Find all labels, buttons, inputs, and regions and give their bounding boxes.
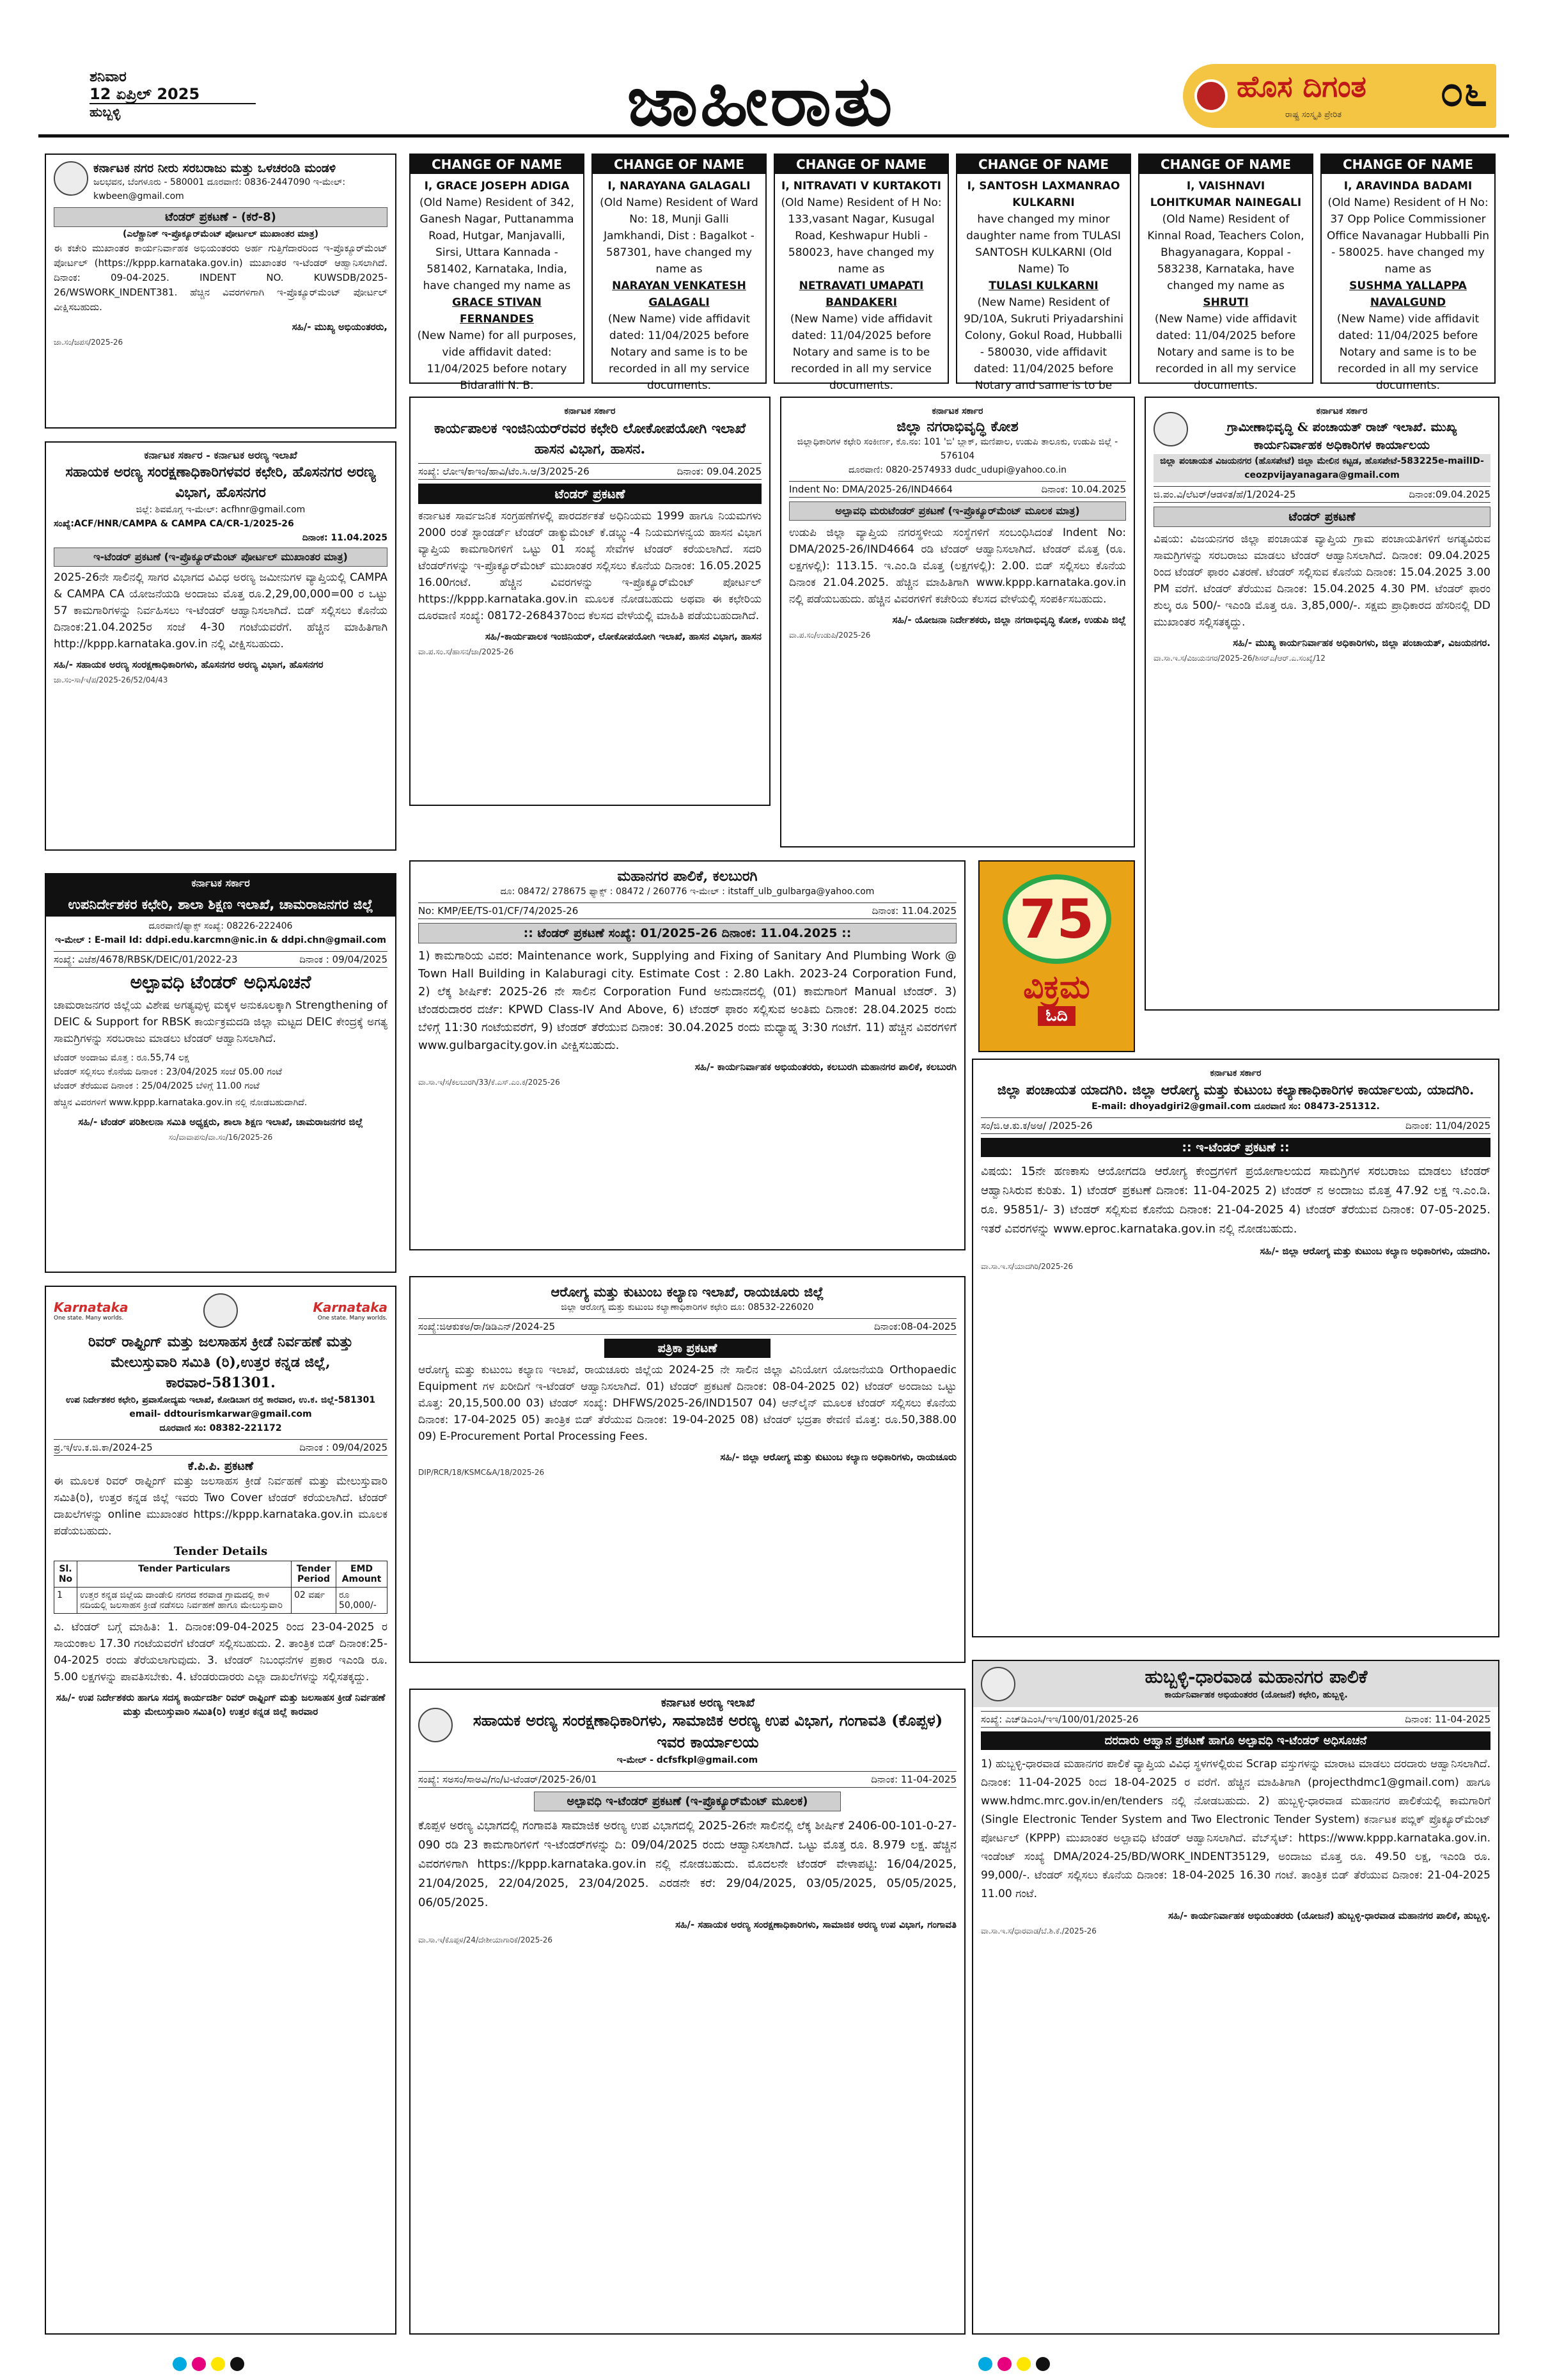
kalaburagi-org: ಮಹಾನಗರ ಪಾಲಿಕೆ, ಕಲಬುರಗಿ bbox=[617, 868, 758, 885]
kalaburagi-ref bbox=[418, 902, 957, 919]
forest-body: 2025-26ನೇ ಸಾಲಿನಲ್ಲಿ ಸಾಗರ ವಿಭಾಗದ ವಿವಿಧ ಅರಣ್ಯ ಜಮೀನುಗಳ ವ್ಯಾಪ್ತಿಯಲ್ಲಿ CAMPA & CAMPA CA ಯೋಜನೆಯಡಿ ಅಂದಾಜು ಮೊತ್ತ ರೂ.2,29,00,000=00 ರ ಒಟ್ಟು 57 ಕಾಮಗಾರಿಗಳನ್ನು ನಿರ್ವಹಿಸಲು ಇ-ಟೆಂಡರ್ ಆಹ್ವಾನಿಸಲಾಗಿದೆ. ಬಿಡ್ ಸಲ್ಲಿಸಲು ಕೊನೆಯ ದಿನಾಂಕ:21.04.2025ರ ಸಂಜೆ 4-30 ಗಂಟೆಯವರೆಗೆ. ಹೆಚ್ಚಿನ ಮಾಹಿತಿಗಾಗಿ http://kppp.karnataka.gov.in ನಲ್ಲಿ ವೀಕ್ಷಿಸಬಹುದು. bbox=[54, 571, 387, 650]
chamarajanagar-row-2: ಟೆಂಡರ್ ಸಲ್ಲಿಸಲು ಕೊನೆಯ ದಿನಾಂಕ : 23/04/2025 ಸಂಜೆ 05.00 ಗಂಟೆ bbox=[54, 1067, 282, 1077]
udupi-footer: ವಾ.ಪ.ಸಂ/ಉಡುಪಿ/2025-26 bbox=[789, 631, 871, 640]
chamarajanagar-email: ಇ-ಮೇಲ್ : E-mail Id: ddpi.edu.karcmn@nic.in & ddpi.chn@gmail.com bbox=[55, 935, 386, 945]
registration-mark-yellow bbox=[1017, 2357, 1031, 2371]
page-number: ೦೬ bbox=[1440, 67, 1487, 116]
hdmc-signature: ಸಹಿ/- ಕಾರ್ಯನಿರ್ವಾಹಕ ಅಭಿಯಂತರರು (ಯೋಜನೆ) ಹುಬ್ಬಳ್ಳಿ-ಧಾರವಾಡ ಮಹಾನಗರ ಪಾಲಿಕೆ, ಹುಬ್ಬಳ್ಳಿ. bbox=[1168, 1910, 1490, 1921]
pwd-org: ಕಾರ್ಯಪಾಲಕ ಇಂಜಿನಿಯರ್‌ರವರ ಕಛೇರಿ ಲೋಕೋಪಯೋಗಿ ಇಲಾಖೆ ಹಾಸನ ವಿಭಾಗ, ಹಾಸನ. bbox=[434, 420, 746, 457]
raichur-org: ಆರೋಗ್ಯ ಮತ್ತು ಕುಟುಂಬ ಕಲ್ಯಾಣ ಇಲಾಖೆ, ರಾಯಚೂರು ಜಿಲ್ಲೆ bbox=[551, 1284, 824, 1300]
new-name: GRACE STIVAN FERNANDES bbox=[452, 296, 542, 326]
forest-email: ಜಿಲ್ಲೆ: ಶಿವಮೊಗ್ಗ ಇ-ಮೇಲ್: acfhnr@gmail.com bbox=[136, 505, 306, 515]
hdmc-emblem-icon bbox=[981, 1667, 1015, 1701]
pwd-refno: ಸಂಖ್ಯೆ: ಲೋಇ/ಕಾಇಂ/ಹಾವಿ/ಟೆಂ.ಸಿ.ಆ/3/2025-26 bbox=[418, 466, 590, 477]
rdpr-org: ಗ್ರಾಮೀಣಾಭಿವೃದ್ಧಿ & ಪಂಚಾಯತ್ ರಾಜ್ ಇಲಾಖೆ. ಮುಖ್ಯ ಕಾರ್ಯನಿರ್ವಾಹಕ ಅಧಿಕಾರಿಗಳ ಕಾರ್ಯಾಲಯ bbox=[1226, 420, 1457, 452]
pwd-footer: ವಾ.ಪ.ಸಂ.ಸ/ಹಾಸನ/ಜಾ/2025-26 bbox=[418, 647, 514, 656]
paper-logo bbox=[1183, 64, 1496, 128]
chamarajanagar-web: ಹೆಚ್ಚಿನ ವಿವರಗಳಿಗೆ www.kppp.karnataka.gov.in ನಲ್ಲಿ ನೋಡಬಹುದಾಗಿದೆ. bbox=[54, 1098, 308, 1108]
koppal-footer: ವಾ.ಸಾ.ಇ/ಕೊಪ್ಪಳ/24/ದೇಶೀಯಾಗಾರಿಕೆ/2025-26 bbox=[418, 1935, 552, 1944]
change-of-name-2 bbox=[591, 154, 767, 392]
pwd-body: ಕರ್ನಾಟಕ ಸಾರ್ವಜನಿಕ ಸಂಗ್ರಹಣೆಗಳಲ್ಲಿ ಪಾರದರ್ಶಕತೆ ಅಧಿನಿಯಮ 1999 ಹಾಗೂ ನಿಯಮಗಳು 2000 ರಂತೆ ಸ್ಟಾಂಡರ್ಡ್ ಟೆಂಡರ್ ಡಾಕ್ಯುಮೆಂಟ್ ಕೆ.ಡಬ್ಲ್ಯು-4 ನಿಯಮಗಳನ್ವಯ ಹಾಸನ ವಿಭಾಗ ವ್ಯಾಪ್ತಿಯ ಕಾಮಗಾರಿಗಳಿಗೆ ಒಟ್ಟು 01 ಸಂಖ್ಯೆ ಸೇವೆಗಳ ಟೆಂಡರ್ ಕರೆಯಲಾಗಿದೆ. ಸದರಿ ಟೆಂಡರ್‌ಗಳನ್ನು ಇ-ಪ್ರೊಕ್ಯೂರ್‌ಮೆಂಟ್ ಮುಖಾಂತರ ಸಲ್ಲಿಸಲು ಕೊನೆಯ ದಿನಾಂಕ: 16.05.2025 16.00ಗಂಟೆ. ಹೆಚ್ಚಿನ ವಿವರಗಳನ್ನು ಇ-ಪ್ರೊಕ್ಯೂರ್‌ಮೆಂಟ್ ಪೋರ್ಟಲ್ https://kppp.karnataka.gov.in ಮೂಲಕ ನೋಡಬಹುದು ಅಥವಾ ಈ ಕಛೇರಿಯ ದೂರವಾಣಿ ಸಂಖ್ಯೆ: 08172-268437ರಿಂದ ಕೆಲಸದ ವೇಳೆಯಲ್ಲಿ ಮಾಹಿತಿ ಪಡೆಯಬಹುದಾಗಿದೆ. bbox=[418, 510, 762, 622]
yadgiri-date: ದಿನಾಂಕ: 11/04/2025 bbox=[1405, 1120, 1490, 1131]
karwar-notice-title: ಕೆ.ಪಿ.ಪಿ. ಪ್ರಕಟಣೆ bbox=[187, 1460, 254, 1473]
notice-body: (Old Name) Resident of 342, Ganesh Nagar, Puttanamma Road, Hutgar, Manjavalli, Sirsi, Uttara Kannada - 581402, Karnataka, India, have changed my name as bbox=[419, 196, 574, 292]
koppal-date: ದಿನಾಂಕ: 11-04-2025 bbox=[871, 1774, 957, 1785]
vikrama-sublabel: ಓದಿ bbox=[1038, 1006, 1075, 1026]
kuwsdb-body: ಈ ಕಚೇರಿ ಮುಖಾಂತರ ಕಾರ್ಯನಿರ್ವಾಹಕ ಅಭಿಯಂತರರು ಅರ್ಹ ಗುತ್ತಿಗೆದಾರರಿಂದ ಇ-ಪ್ರೊಕ್ಯೂರ್‌ಮೆಂಟ್ ಪೋರ್ಟಲ್ (https://kppp.karnataka.gov.in) ಮುಖಾಂತರ ಇ-ಟೆಂಡರ್ ಆಹ್ವಾನಿಸಲಾಗಿದೆ. ದಿನಾಂಕ: 09-04-2025. INDENT NO. KUWSDB/2025-26/WSWORK_INDENT381. ಹೆಚ್ಚಿನ ವಿವರಗಳಿಗಾಗಿ ಇ-ಪ್ರೊಕ್ಯೂರ್‌ಮೆಂಟ್ ಪೋರ್ಟಲ್ ವೀಕ್ಷಿಸಬಹುದು. bbox=[54, 242, 387, 313]
vikrama-75-emblem: 75 bbox=[1003, 874, 1111, 964]
change-of-name-title: CHANGE OF NAME bbox=[775, 155, 948, 174]
koppal-signature: ಸಹಿ/- ಸಹಾಯಕ ಅರಣ್ಯ ಸಂರಕ್ಷಣಾಧಿಕಾರಿಗಳು, ಸಾಮಾಜಿಕ ಅರಣ್ಯ ಉಪ ವಿಭಾಗ, ಗಂಗಾವತಿ bbox=[675, 1919, 957, 1930]
pwd-gov: ಕರ್ನಾಟಕ ಸರ್ಕಾರ bbox=[564, 406, 616, 416]
udupi-phone: ದೂರವಾಣಿ: 0820-2574933 dudc_udupi@yahoo.co.in bbox=[849, 465, 1067, 475]
ad-chamarajanagar bbox=[45, 873, 396, 1273]
kuwsdb-org: ಕರ್ನಾಟಕ ನಗರ ನೀರು ಸರಬರಾಜು ಮತ್ತು ಒಳಚರಂಡಿ ಮಂಡಳಿ bbox=[93, 161, 336, 175]
raichur-notice-title: ಪತ್ರಿಕಾ ಪ್ರಕಟಣೆ bbox=[604, 1339, 770, 1358]
yadgiri-signature: ಸಹಿ/- ಜಿಲ್ಲಾ ಆರೋಗ್ಯ ಮತ್ತು ಕುಟುಂಬ ಕಲ್ಯಾಣ ಅಧಿಕಾರಿಗಳು, ಯಾದಗಿರಿ. bbox=[1260, 1245, 1490, 1257]
chamarajanagar-title: ಅಲ್ಪಾವಧಿ ಟೆಂಡರ್ ಅಧಿಸೂಚನೆ bbox=[130, 972, 311, 993]
table-header: Tender Period bbox=[292, 1561, 336, 1588]
ad-kalaburagi-corporation bbox=[409, 860, 966, 1250]
new-name: SUSHMA YALLAPPA NAVALGUND bbox=[1349, 280, 1467, 309]
karnataka-tourism-logo-right: Karnataka One state. Many worlds. bbox=[313, 1300, 387, 1321]
chamarajanagar-ref bbox=[54, 951, 387, 968]
chamarajanagar-org: ಉಪನಿರ್ದೇಶಕರ ಕಛೇರಿ, ಶಾಲಾ ಶಿಕ್ಷಣ ಇಲಾಖೆ, ಚಾಮರಾಜನಗರ ಜಿಲ್ಲೆ bbox=[46, 892, 395, 917]
karnataka-tourism-logo-left: Karnataka One state. Many worlds. bbox=[54, 1300, 129, 1321]
table-row bbox=[54, 1588, 387, 1614]
forest-footer: ಜಾ.ಸಂ-ಸಾ/ಇ/ಪ/2025-26/52/04/43 bbox=[54, 675, 168, 684]
raichur-footer: DIP/RCR/18/KSMC&A/18/2025-26 bbox=[418, 1468, 545, 1477]
table-cell: ಉತ್ತರ ಕನ್ನಡ ಜಿಲ್ಲೆಯ ದಾಂಡೇಲಿ ನಗರದ ಕರವಾಡ ಗ್ರಾಮದಲ್ಲಿ ಕಾಳಿ ನದಿಯಲ್ಲಿ ಜಲಸಾಹಸ ಕ್ರೀಡೆ ನಡೆಸಲು ನಿರ್ವಹಣೆ ಹಾಗೂ ಮೇಲುಸ್ತುವಾರಿ bbox=[77, 1588, 292, 1614]
yadgiri-refno: ಸಂ/ಜಿ.ಆ.ಕು.ಕ/ಅಆ/ /2025-26 bbox=[981, 1120, 1093, 1131]
pwd-ref bbox=[418, 463, 762, 480]
yadgiri-notice-title: :: ಇ-ಟೆಂಡರ್ ಪ್ರಕಟಣೆ :: bbox=[981, 1138, 1490, 1157]
rdpr-signature: ಸಹಿ/- ಮುಖ್ಯ ಕಾರ್ಯನಿರ್ವಾಹಕ ಅಧಿಕಾರಿಗಳು, ಜಿಲ್ಲಾ ಪಂಚಾಯತ್, ವಿಜಯನಗರ. bbox=[1233, 637, 1490, 649]
hdmc-date: ದಿನಾಂಕ: 11-04-2025 bbox=[1405, 1714, 1490, 1725]
forest-refno: ಸಂಖ್ಯೆ:ACF/HNR/CAMPA & CAMPA CA/CR-1/2025-26 bbox=[54, 519, 294, 529]
hdmc-refno: ಸಂಖ್ಯೆ: ಎಚ್‌ಡಿಎಂಸಿ/ಇಇ/100/01/2025-26 bbox=[981, 1714, 1139, 1725]
udupi-address: ಜಿಲ್ಲಾಧಿಕಾರಿಗಳ ಕಛೇರಿ ಸಂಕೀರ್ಣ, ಕೊ.ನಂ: 101 'ಬಿ' ಬ್ಲಾಕ್, ಮಣಿಪಾಲ, ಉಡುಪಿ ತಾಲೂಕು, ಉಡುಪಿ ಜಿಲ್ಲೆ - 576104 bbox=[797, 437, 1118, 461]
date: 12 ಏಪ್ರಿಲ್ 2025 bbox=[90, 85, 256, 104]
udupi-body: ಉಡುಪಿ ಜಿಲ್ಲಾ ವ್ಯಾಪ್ತಿಯ ನಗರಸ್ಥಳೀಯ ಸಂಸ್ಥೆಗಳಿಗೆ ಸಂಬಂಧಿಸಿದಂತೆ Indent No: DMA/2025-26/IND4664 ರಡಿ ಟೆಂಡರ್ ಆಹ್ವಾನಿಸಲಾಗಿದೆ. ಟೆಂಡರ್ ಮೊತ್ತ (ರೂ. ಲಕ್ಷಗಳಲ್ಲಿ): 113.15. ಇ.ಎಂ.ಡಿ ಮೊತ್ತ (ಲಕ್ಷಗಳಲ್ಲಿ): 2.00. ಬಿಡ್ ಸಲ್ಲಿಸಲು ಕೊನೆಯ ದಿನಾಂಕ 21.04.2025. ಹೆಚ್ಚಿನ ಮಾಹಿತಿಗಾಗಿ www.kppp.karnataka.gov.in ನಲ್ಲಿ ಪಡೆಯಬಹುದು. ಹೆಚ್ಚಿನ ವಿವರಗಳಿಗೆ ಕಚೇರಿಯ ಕೆಲಸದ ವೇಳೆಯಲ್ಲಿ ಸಂಪರ್ಕಿಸಬಹುದು. bbox=[789, 526, 1126, 606]
ad-rdpr-vijayanagara bbox=[1145, 397, 1499, 1011]
kuwsdb-footer: ಜಾ.ಸಂ/ಜಪಸ/2025-26 bbox=[54, 338, 123, 347]
old-name: I, NITRAVATI V KURTAKOTI bbox=[781, 180, 941, 193]
registration-mark-yellow bbox=[211, 2357, 225, 2371]
chamarajanagar-row-1: ಟೆಂಡರ್ ಅಂದಾಜು ಮೊತ್ತ : ರೂ.55,74 ಲಕ್ಷ bbox=[54, 1053, 189, 1063]
forest-date: ದಿನಾಂಕ: 11.04.2025 bbox=[302, 533, 387, 543]
notice-body: (Old Name) Resident of H No: 133,vasant Nagar, Kusugal Road, Keshwapur Hubli - 580023, have changed my name as bbox=[781, 196, 942, 276]
new-name: NARAYAN VENKATESH GALAGALI bbox=[612, 280, 746, 309]
yadgiri-footer: ವಾ.ಸಾ.ಇ.ಸ/ಯಾದಗಿರಿ/2025-26 bbox=[981, 1262, 1074, 1271]
change-of-name-title: CHANGE OF NAME bbox=[957, 155, 1130, 174]
notice-tail: (New Name) vide affidavit dated: 11/04/2025 before Notary and same is to be recorded in all my service documents. bbox=[1154, 313, 1297, 392]
old-name: I, SANTOSH LAXMANRAO KULKARNI bbox=[967, 180, 1120, 209]
ad-yadgiri-health bbox=[972, 1059, 1499, 1637]
change-of-name-1 bbox=[409, 154, 584, 392]
karwar-signature: ಸಹಿ/- ಉಪ ನಿರ್ದೇಶಕರು ಹಾಗೂ ಸದಸ್ಯ ಕಾರ್ಯದರ್ಶಿ ರಿವರ್ ರಾಫ್ಟಿಂಗ್ ಮತ್ತು ಜಲಸಾಹಸ ಕ್ರೀಡೆ ನಿರ್ವಹಣೆ ಮತ್ತು ಮೇಲುಸ್ತುವಾರಿ ಸಮಿತಿ(ರಿ) ಉತ್ತರ ಕನ್ನಡ ಜಿಲ್ಲೆ ಕಾರವಾರ bbox=[56, 1692, 386, 1717]
notice-body: (Old Name) Resident of Kinnal Road, Teachers Colon, Bhagyanagara, Koppal - 583238, Karnataka, have changed my name as bbox=[1147, 213, 1304, 292]
old-name: I, NARAYANA GALAGALI bbox=[607, 180, 751, 193]
koppal-email: ಇ-ಮೇಲ್ - dcfsfkpl@gmail.com bbox=[616, 1755, 758, 1765]
new-name: SHRUTI bbox=[1203, 296, 1249, 309]
kuwsdb-logo-icon bbox=[54, 161, 88, 196]
old-name: I, GRACE JOSEPH ADIGA bbox=[424, 180, 570, 193]
table-header: EMD Amount bbox=[336, 1561, 387, 1588]
raichur-signature: ಸಹಿ/- ಜಿಲ್ಲಾ ಆರೋಗ್ಯ ಮತ್ತು ಕುಟುಂಬ ಕಲ್ಯಾಣ ಅಧಿಕಾರಿಗಳು, ರಾಯಚೂರು bbox=[720, 1451, 957, 1463]
change-of-name-4 bbox=[956, 154, 1131, 392]
karwar-tender-table bbox=[54, 1561, 387, 1614]
chamarajanagar-signature: ಸಹಿ/- ಟೆಂಡರ್ ಪರಿಶೀಲನಾ ಸಮಿತಿ ಅಧ್ಯಕ್ಷರು, ಶಾಲಾ ಶಿಕ್ಷಣ ಇಲಾಖೆ, ಚಾಮರಾಜನಗರ ಜಿಲ್ಲೆ bbox=[78, 1116, 363, 1128]
notice-tail: (New Name) vide affidavit dated: 11/04/2025 before Notary and same is to be recorded in all my service documents. bbox=[790, 313, 933, 392]
koppal-gov: ಕರ್ನಾಟಕ ಅರಣ್ಯ ಇಲಾಖೆ bbox=[661, 1696, 755, 1710]
yadgiri-ref bbox=[981, 1117, 1490, 1134]
ad-forest-hosanagara bbox=[45, 441, 396, 851]
table-cell: 02 ವರ್ಷ bbox=[292, 1588, 336, 1614]
rdpr-refno: ಜಿ.ಪಂ.ವಿ/ಲೆಟರ್/ಆಡಳಿತ/ಹೆ/1/2024-25 bbox=[1154, 489, 1296, 500]
notice-tail: (New Name) vide affidavit dated: 11/04/2025 before Notary and same is to be recorded in all my service documents. bbox=[607, 313, 751, 392]
masthead bbox=[38, 26, 1509, 141]
karwar-address: ಉಪ ನಿರ್ದೇಶಕರ ಕಛೇರಿ, ಪ್ರವಾಸೋದ್ಯಮ ಇಲಾಖೆ, ಕೋಡಿಬಾಗ ರಸ್ತೆ ಕಾರವಾರ, ಉ.ಕ. ಜಿಲ್ಲೆ-581301 bbox=[65, 1395, 376, 1405]
kuwsdb-address: ಜಲಭವನ, ಬೆಂಗಳೂರು - 580001 ದೂರವಾಣಿ: 0836-2447090 ಇ-ಮೇಲ್: kwbeen@gmail.com bbox=[93, 177, 346, 201]
registration-mark-cyan bbox=[978, 2357, 992, 2371]
notice-body: (Old Name) Resident of H No: 37 Opp Police Commissioner Office Navanagar Hubballi Pin - 580025. have changed my name as bbox=[1327, 196, 1489, 276]
change-of-name-6 bbox=[1320, 154, 1496, 392]
old-name: I, ARAVINDA BADAMI bbox=[1343, 180, 1473, 193]
rdpr-date: ದಿನಾಂಕ:09.04.2025 bbox=[1409, 489, 1490, 500]
yadgiri-org: ಜಿಲ್ಲಾ ಪಂಚಾಯತ ಯಾದಗಿರಿ. ಜಿಲ್ಲಾ ಆರೋಗ್ಯ ಮತ್ತು ಕುಟುಂಬ ಕಲ್ಯಾಣಾಧಿಕಾರಿಗಳ ಕಾರ್ಯಾಲಯ, ಯಾದಗಿರಿ. bbox=[997, 1082, 1475, 1098]
dateline bbox=[90, 69, 256, 120]
registration-mark-magenta bbox=[192, 2357, 206, 2371]
kuwsdb-notice-title: ಟೆಂಡರ್ ಪ್ರಕಟಣೆ - (ಕರೆ-8) bbox=[54, 207, 387, 227]
ad-pwd-hassan bbox=[409, 397, 770, 806]
section-title: ಜಾಹೀರಾತು bbox=[627, 61, 895, 141]
kalaburagi-contact: ದೂ: 08472/ 278675 ಫ್ಯಾಕ್ಸ್ : 08472 / 260776 ಇ-ಮೇಲ್ : itstaff_ulb_gulbarga@yahoo.com bbox=[500, 887, 875, 897]
change-of-name-3 bbox=[774, 154, 949, 392]
pwd-date: ದಿನಾಂಕ: 09.04.2025 bbox=[677, 466, 762, 477]
paper-tagline: ರಾಷ್ಟ್ರ ಸಂಸ್ಕೃತಿ ಪ್ರೇರಿತ bbox=[1285, 110, 1342, 120]
change-of-name-title: CHANGE OF NAME bbox=[411, 155, 583, 174]
udupi-refno: Indent No: DMA/2025-26/IND4664 bbox=[789, 484, 953, 495]
koppal-org: ಸಹಾಯಕ ಅರಣ್ಯ ಸಂರಕ್ಷಣಾಧಿಕಾರಿಗಳು, ಸಾಮಾಜಿಕ ಅರಣ್ಯ ಉಪ ವಿಭಾಗ, ಗಂಗಾವತಿ (ಕೊಪ್ಪಳ) ಇವರ ಕಾರ್ಯಾಲಯ bbox=[473, 1711, 943, 1751]
forest-gov: ಕರ್ನಾಟಕ ಸರ್ಕಾರ - ಕರ್ನಾಟಕ ಅರಣ್ಯ ಇಲಾಖೆ bbox=[144, 449, 297, 461]
hdmc-org: ಹುಬ್ಬಳ್ಳಿ-ಧಾರವಾಡ ಮಹಾನಗರ ಪಾಲಿಕೆ bbox=[1145, 1666, 1368, 1687]
forest-org: ಸಹಾಯಕ ಅರಣ್ಯ ಸಂರಕ್ಷಣಾಧಿಕಾರಿಗಳವರ ಕಛೇರಿ, ಹೊಸನಗರ ಅರಣ್ಯ ವಿಭಾಗ, ಹೊಸನಗರ bbox=[65, 464, 376, 501]
udupi-signature: ಸಹಿ/- ಯೋಜನಾ ನಿರ್ದೇಶಕರು, ಜಿಲ್ಲಾ ನಗರಾಭಿವೃದ್ಧಿ ಕೋಶ, ಉಡುಪಿ ಜಿಲ್ಲೆ bbox=[892, 614, 1126, 626]
table-cell: 1 bbox=[54, 1588, 77, 1614]
karwar-org: ರಿವರ್ ರಾಫ್ಟಿಂಗ್ ಮತ್ತು ಜಲಸಾಹಸ ಕ್ರೀಡೆ ನಿರ್ವಹಣೆ ಮತ್ತು ಮೇಲುಸ್ತುವಾರಿ ಸಮಿತಿ (ರಿ),ಉತ್ತರ ಕನ್ನಡ ಜಿಲ್ಲೆ, ಕಾರವಾರ-581301. bbox=[88, 1334, 354, 1391]
table-header: Tender Particulars bbox=[77, 1561, 292, 1588]
kalaburagi-body: 1) ಕಾಮಗಾರಿಯ ವಿವರ: Maintenance work, Supplying and Fixing of Sanitary And Plumbing Work @ Town Hall Building in Kalaburagi city. Estimate Cost : 2.80 Lakh. 2023-24 Corporation Fund, 2) ಲೆಕ್ಕ ಶೀರ್ಷಿಕೆ: 2025-26 ನೇ ಸಾಲಿನ Corporation Fund ಅನುದಾನದಲ್ಲಿ (01) ಕಾಮಗಾರಿಗೆ Manual ಟೆಂಡರ್. 3) ಟೆಂಡರುದಾರರ ದರ್ಜೆ: KPWD Class-IV And Above, 6) ಟೆಂಡರ್ ಫಾರಂ ಸಲ್ಲಿಸುವ ಅಂತಿಮ ದಿನಾಂಕ: 28.04.2025 ರಂದು ಬೆಳಿಗ್ಗೆ 11:30 ಗಂಟೆಯವರೆಗೆ, 9) ಟೆಂಡರ್ ತೆರೆಯುವ ದಿನಾಂಕ: 30.04.2025 ರಂದು ಮಧ್ಯಾಹ್ನ 3:30 ಗಂಟೆಗೆ. 11) ಹೆಚ್ಚಿನ ವಿವರಗಳಿಗೆ www.gulbargacity.gov.in ವೀಕ್ಷಿಸಬಹುದು. bbox=[418, 949, 957, 1052]
udupi-gov: ಕರ್ನಾಟಕ ಸರ್ಕಾರ bbox=[932, 406, 983, 416]
ad-koppal-forest bbox=[409, 1689, 966, 2335]
vikrama-label: ವಿಕ್ರಮ bbox=[1023, 968, 1090, 1005]
koppal-ref bbox=[418, 1771, 957, 1788]
ad-udupi-urban-cell bbox=[780, 397, 1135, 847]
rdpr-address: ಜಿಲ್ಲಾ ಪಂಚಾಯತ ವಿಜಯನಗರ (ಹೊಸಪೇಟೆ) ಜಿಲ್ಲಾ ಮೇಲಿನ ಕಟ್ಟಡ, ಹೊಸಪೇಟೆ-583225e-mailID-ceozpvijayanagara@gmail.com bbox=[1154, 454, 1490, 482]
kuwsdb-signature: ಸಹಿ/- ಮುಖ್ಯ ಅಭಿಯಂತರರು, bbox=[292, 321, 387, 333]
karwar-notes: ವಿ. ಟೆಂಡರ್ ಬಗ್ಗೆ ಮಾಹಿತಿ: 1. ದಿನಾಂಕ:09-04-2025 ರಿಂದ 23-04-2025 ರ ಸಾಯಂಕಾಲ 17.30 ಗಂಟೆಯವರೆಗೆ ಟೆಂಡರ್ ಸಲ್ಲಿಸಬಹುದು. 2. ತಾಂತ್ರಿಕ ಬಿಡ್ ದಿನಾಂಕ:25-04-2025 ರಂದು ತೆರೆಯಲಾಗುವುದು. 3. ಟೆಂಡರ್ ನಿಬಂಧನೆಗಳ ಪ್ರಕಾರ ಇಎಂಡಿ ರೂ. 5.00 ಲಕ್ಷಗಳನ್ನು ಪಾವತಿಸಬೇಕು. 4. ಟೆಂಡರುದಾರರು ಎಲ್ಲಾ ದಾಖಲೆಗಳನ್ನು ಸಲ್ಲಿಸತಕ್ಕದ್ದು. bbox=[54, 1621, 387, 1683]
raichur-body: ಆರೋಗ್ಯ ಮತ್ತು ಕುಟುಂಬ ಕಲ್ಯಾಣ ಇಲಾಖೆ, ರಾಯಚೂರು ಜಿಲ್ಲೆಯ 2024-25 ನೇ ಸಾಲಿನ ಜಿಲ್ಲಾ ವಿನಿಯೋಗ ಯೋಜನೆಯಡಿ Orthopaedic Equipment ಗಳ ಖರೀದಿಗೆ ಇ-ಟೆಂಡರ್ ಆಹ್ವಾನಿಸಲಾಗಿದೆ. 01) ಟೆಂಡರ್ ಪ್ರಕಟಣೆ ದಿನಾಂಕ: 08-04-2025 02) ಟೆಂಡರ್ ಅಂದಾಜು ಒಟ್ಟು ಮೊತ್ತ: 20,15,500.00 03) ಟೆಂಡರ್ ಸಂಖ್ಯೆ: DHFWS/2025-26/IND1507 04) ಆನ್‌ಲೈನ್ ಮೂಲಕ ಟೆಂಡರ್ ಸಲ್ಲಿಸಲು ಕೊನೆಯ ದಿನಾಂಕ: 17-04-2025 05) ತಾಂತ್ರಿಕ ಬಿಡ್ ತೆರೆಯುವ ದಿನಾಂಕ: 19-04-2025 08) ಟೆಂಡರ್ ಭದ್ರತಾ ಠೇವಣಿ ಮೊತ್ತ: ರೂ.50,388.00 09) E-Procurement Portal Processing Fees. bbox=[418, 1364, 957, 1443]
kalaburagi-date: ದಿನಾಂಕ: 11.04.2025 bbox=[872, 905, 957, 917]
ad-karwar-tourism bbox=[45, 1286, 396, 2335]
karnataka-emblem-icon bbox=[1154, 412, 1188, 446]
new-name: NETRAVATI UMAPATI BANDAKERI bbox=[799, 280, 924, 309]
yadgiri-gov: ಕರ್ನಾಟಕ ಸರ್ಕಾರ bbox=[1210, 1068, 1262, 1078]
chamarajanagar-gov: ಕರ್ನಾಟಕ ಸರ್ಕಾರ bbox=[46, 874, 395, 892]
change-of-name-title: CHANGE OF NAME bbox=[1322, 155, 1494, 174]
forest-signature: ಸಹಿ/- ಸಹಾಯಕ ಅರಣ್ಯ ಸಂರಕ್ಷಣಾಧಿಕಾರಿಗಳು, ಹೊಸನಗರ ಅರಣ್ಯ ವಿಭಾಗ, ಹೊಸನಗರ bbox=[54, 659, 324, 670]
old-name: I, VAISHNAVI LOHITKUMAR NAINEGALI bbox=[1150, 180, 1302, 209]
lamp-icon bbox=[1194, 79, 1228, 113]
raichur-refno: ಸಂಖ್ಯೆ:ಜಿಆಕುಕಅ/ರಾ/ಡಿಡಿಎನ್/2024-25 bbox=[418, 1321, 556, 1332]
table-header: Sl. No bbox=[54, 1561, 77, 1588]
koppal-refno: ಸಂಖ್ಯೆ: ಸಅಸಂ/ಸಾಅವಿ/ಗಂ/ಟಿ-ಟೆಂಡರ್/2025-26/01 bbox=[418, 1774, 597, 1785]
pwd-signature: ಸಹಿ/-ಕಾರ್ಯಪಾಲಕ ಇಂಜಿನಿಯರ್, ಲೋಕೋಪಯೋಗಿ ಇಲಾಖೆ, ಹಾಸನ ವಿಭಾಗ, ಹಾಸನ bbox=[485, 631, 762, 642]
karwar-phone: ದೂರವಾಣಿ ಸಂ: 08382-221172 bbox=[159, 1423, 282, 1433]
udupi-date: ದಿನಾಂಕ: 10.04.2025 bbox=[1041, 484, 1126, 495]
city: ಹುಬ್ಬಳ್ಳಿ bbox=[90, 104, 121, 120]
karwar-date: ದಿನಾಂಕ : 09/04/2025 bbox=[299, 1442, 387, 1453]
hdmc-footer: ವಾ.ಸಾ.ಇ.ಸ/ಧಾರವಾಡ/ಬೆ.ಶಿ.ಕೆ./2025-26 bbox=[981, 1927, 1097, 1935]
ad-kuwsdb bbox=[45, 154, 396, 429]
registration-mark-black bbox=[230, 2357, 244, 2371]
hdmc-sub: ಕಾರ್ಯನಿರ್ವಾಹಕ ಅಭಿಯಂತರರ (ಯೋಜನೆ) ಕಛೇರಿ, ಹುಬ್ಬಳ್ಳಿ. bbox=[1164, 1690, 1348, 1700]
karnataka-emblem-icon bbox=[203, 1293, 238, 1328]
chamarajanagar-footer: ಸಂ/ವಾವಾಪಸು/ವಾ.ಸಂ/16/2025-26 bbox=[168, 1133, 273, 1142]
rdpr-footer: ವಾ.ಸಾ.ಇ.ಸ/ವಿಜಯನಗರ/2025-26/ಶಿಸರ್‌ಎ/ಆರ್.ಎ.ಸಂಖ್ಯೆ/12 bbox=[1154, 654, 1326, 663]
koppal-notice-title: ಅಲ್ಪಾವಧಿ ಇ-ಟೆಂಡರ್ ಪ್ರಕಟಣೆ (ಇ-ಪ್ರೊಕ್ಯೂರ್‌ಮೆಂಟ್ ಮೂಲಕ) bbox=[534, 1792, 841, 1811]
udupi-org: ಜಿಲ್ಲಾ ನಗರಾಭಿವೃದ್ಧಿ ಕೋಶ bbox=[896, 418, 1019, 435]
forest-notice-title: ಇ-ಟೆಂಡರ್ ಪ್ರಕಟಣೆ (ಇ-ಪ್ರೊಕ್ಯೂರ್‌ಮೆಂಟ್ ಪೋರ್ಟಲ್ ಮುಖಾಂತರ ಮಾತ್ರ) bbox=[54, 548, 387, 567]
notice-body: have changed my minor daughter name from TULASI SANTOSH KULKARNI (Old Name) To bbox=[966, 213, 1121, 276]
hdmc-notice-title: ದರದಾರು ಆಹ್ವಾನ ಪ್ರಕಟಣೆ ಹಾಗೂ ಅಲ್ಪಾವಧಿ ಇ-ಟೆಂಡರ್ ಅಧಿಸೂಚನೆ bbox=[981, 1731, 1490, 1750]
kalaburagi-refno: No: KMP/EE/TS-01/CF/74/2025-26 bbox=[418, 905, 579, 917]
change-of-name-title: CHANGE OF NAME bbox=[1139, 155, 1312, 174]
udupi-notice-title: ಅಲ್ಪಾವಧಿ ಮರುಟೆಂಡರ್ ಪ್ರಕಟಣೆ (ಇ-ಪ್ರೊಕ್ಯೂರ್‌ಮೆಂಟ್ ಮೂಲಕ ಮಾತ್ರ) bbox=[789, 501, 1126, 521]
chamarajanagar-refno: ಸಂಖ್ಯೆ: ವಿಜೆಶ/4678/RBSK/DEIC/01/2022-23 bbox=[54, 954, 238, 965]
yadgiri-body: ವಿಷಯ: 15ನೇ ಹಣಕಾಸು ಆಯೋಗದಡಿ ಆರೋಗ್ಯ ಕೇಂದ್ರಗಳಿಗೆ ಪ್ರಯೋಗಾಲಯದ ಸಾಮಗ್ರಿಗಳ ಸರಬರಾಜು ಮಾಡಲು ಟೆಂಡರ್ ಆಹ್ವಾನಿಸಿರುವ ಕುರಿತು. 1) ಟೆಂಡರ್ ಪ್ರಕಟಣೆ ದಿನಾಂಕ: 11-04-2025 2) ಟೆಂಡರ್ ನ ಅಂದಾಜು ಮೊತ್ತ 47.92 ಲಕ್ಷ ಇ.ಎಂ.ಡಿ. ರೂ. 95851/- 3) ಟೆಂಡರ್ ಸಲ್ಲಿಸುವ ಕೊನೆಯ ದಿನಾಂಕ: 21-04-2025 4) ಟೆಂಡರ್ ತೆರೆಯುವ ದಿನಾಂಕ: 07-05-2025. ಇತರೆ ವಿವರಗಳನ್ನು www.eproc.karnataka.gov.in ನಲ್ಲಿ ನೋಡಬಹುದು. bbox=[981, 1165, 1490, 1236]
notice-body: (Old Name) Resident of Ward No: 18, Munji Galli Jamkhandi, Dist : Bagalkot - 587301, have changed my name as bbox=[600, 196, 758, 276]
registration-mark-magenta bbox=[997, 2357, 1012, 2371]
vikrama-promo bbox=[978, 860, 1135, 1052]
yadgiri-contact: E-mail: dhoyadgiri2@gmail.com ದೂರವಾಣಿ ಸಂ: 08473-251312. bbox=[1091, 1101, 1380, 1112]
hdmc-ref bbox=[981, 1711, 1490, 1728]
ad-raichur-health bbox=[409, 1276, 966, 1663]
kuwsdb-notice-sub: (ಎಲೆಕ್ಟ್ರಾನಿಕ್ ಇ-ಪ್ರೊಕ್ಯೂರ್‌ಮೆಂಟ್ ಪೋರ್ಟಲ್ ಮುಖಾಂತರ ಮಾತ್ರ) bbox=[122, 229, 319, 239]
karwar-ref bbox=[54, 1439, 387, 1456]
karwar-body: ಈ ಮೂಲಕ ರಿವರ್ ರಾಫ್ಟಿಂಗ್ ಮತ್ತು ಜಲಸಾಹಸ ಕ್ರೀಡೆ ನಿರ್ವಹಣೆ ಮತ್ತು ಮೇಲುಸ್ತುವಾರಿ ಸಮಿತಿ(ರಿ), ಉತ್ತರ ಕನ್ನಡ ಜಿಲ್ಲೆ ಇವರು Two Cover ಟೆಂಡರ್ ಕರೆಯಲಾಗಿದೆ. ಟೆಂಡರ್ ದಾಖಲೆಗಳನ್ನು online ಮುಖಾಂತರ https://kppp.karnataka.gov.in ಮೂಲಕ ಪಡೆಯಬಹುದು. bbox=[54, 1475, 387, 1538]
paper-name: ಹೊಸ ದಿಗಂತ bbox=[1237, 69, 1366, 104]
rdpr-notice-title: ಟೆಂಡರ್ ಪ್ರಕಟಣೆ bbox=[1154, 507, 1490, 527]
new-name: TULASI KULKARNI bbox=[989, 280, 1099, 292]
chamarajanagar-body: ಚಾಮರಾಜನಗರ ಜಿಲ್ಲೆಯ ವಿಶೇಷ ಅಗತ್ಯವುಳ್ಳ ಮಕ್ಕಳ ಅನುಕೂಲಕ್ಕಾಗಿ Strengthening of DEIC & Support for RBSK ಕಾರ್ಯಕ್ರಮದಡಿ ಜಿಲ್ಲಾ ಮಟ್ಟದ DEIC ಕೇಂದ್ರಕ್ಕೆ ಅಗತ್ಯ ಸಾಮಗ್ರಿಗಳನ್ನು ಸರಬರಾಜು ಮಾಡಲು ಟೆಂಡರ್ ಆಹ್ವಾನಿಸಲಾಗಿದೆ. bbox=[54, 999, 387, 1045]
notice-tail: (New Name) vide affidavit dated: 11/04/2025 before Notary and same is to be recorded in all my service documents. bbox=[1336, 313, 1480, 392]
pwd-notice-title: ಟೆಂಡರ್ ಪ್ರಕಟಣೆ bbox=[418, 484, 762, 504]
raichur-date: ದಿನಾಂಕ:08-04-2025 bbox=[874, 1321, 957, 1332]
karwar-email: email- ddtourismkarwar@gmail.com bbox=[129, 1409, 312, 1419]
registration-mark-cyan bbox=[173, 2357, 187, 2371]
chamarajanagar-date: ದಿನಾಂಕ : 09/04/2025 bbox=[299, 954, 387, 965]
ad-hdmc bbox=[972, 1660, 1499, 2335]
registration-mark-black bbox=[1036, 2357, 1050, 2371]
kalaburagi-notice-title: :: ಟೆಂಡರ್ ಪ್ರಕಟಣೆ ಸಂಖ್ಯೆ: 01/2025-26 ದಿನಾಂಕ: 11.04.2025 :: bbox=[418, 923, 957, 943]
notice-tail: (New Name) for all purposes, vide affidavit dated: 11/04/2025 before notary Bidaralli N. B. bbox=[417, 329, 577, 392]
kalaburagi-footer: ವಾ.ಸಾ.ಇ/ಸ/ಕಲಬುರಗಿ/33/ಕೆ.ಎಸ್.ಎಂ.ಕ/2025-26 bbox=[418, 1078, 560, 1087]
raichur-contact: ಜಿಲ್ಲಾ ಆರೋಗ್ಯ ಮತ್ತು ಕುಟುಂಬ ಕಲ್ಯಾಣಾಧಿಕಾರಿಗಳ ಕಛೇರಿ ದೂ: 08532-226020 bbox=[561, 1302, 814, 1312]
rdpr-body: ವಿಷಯ: ವಿಜಯನಗರ ಜಿಲ್ಲಾ ಪಂಚಾಯತ ವ್ಯಾಪ್ತಿಯ ಗ್ರಾಮ ಪಂಚಾಯತಿಗಳಿಗೆ ಅಗತ್ಯವಿರುವ ಸಾಮಗ್ರಿಗಳನ್ನು ಸರಬರಾಜು ಮಾಡಲು ಟೆಂಡರ್ ಆಹ್ವಾನಿಸಲಾಗಿದೆ. ದಿನಾಂಕ: 09.04.2025 ರಿಂದ ಟೆಂಡರ್ ಫಾರಂ ವಿತರಣೆ. ಟೆಂಡರ್ ಸಲ್ಲಿಸುವ ಕೊನೆಯ ದಿನಾಂಕ: 15.04.2025 3.00 PM ವರೆಗೆ. ಟೆಂಡರ್ ತೆರೆಯುವ ದಿನಾಂಕ: 15.04.2025 4.30 PM. ಟೆಂಡರ್ ಫಾರಂ ಶುಲ್ಕ ರೂ 500/- ಇಎಂಡಿ ಮೊತ್ತ ರೂ. 3,85,000/-. ಸಕ್ಷಮ ಪ್ರಾಧಿಕಾರದ ಹೆಸರಿನಲ್ಲಿ DD ಮುಖಾಂತರ ಸಲ್ಲಿಸತಕ್ಕದ್ದು. bbox=[1154, 533, 1490, 629]
karwar-refno: ಪ್ರ.ಇ/ಉ.ಕ.ಜಿ.ಕಾ/2024-25 bbox=[54, 1442, 153, 1453]
forest-dept-emblem-icon bbox=[418, 1708, 453, 1742]
karwar-table-title: Tender Details bbox=[173, 1545, 268, 1558]
notice-tail: (New Name) Resident of 9D/10A, Sukruti Priyadarshini Colony, Gokul Road, Hubballi - 580030, vide affidavit dated: 11/04/2025 before Notary and same is to be bbox=[964, 296, 1123, 392]
hdmc-body: 1) ಹುಬ್ಬಳ್ಳಿ-ಧಾರವಾಡ ಮಹಾನಗರ ಪಾಲಿಕೆ ವ್ಯಾಪ್ತಿಯ ವಿವಿಧ ಸ್ಥಳಗಳಲ್ಲಿರುವ Scrap ವಸ್ತುಗಳನ್ನು ಮಾರಾಟ ಮಾಡಲು ದರದಾರು ಆಹ್ವಾನಿಸಲಾಗಿದೆ. ದಿನಾಂಕ: 11-04-2025 ರಿಂದ 18-04-2025 ರ ವರೆಗೆ. ಹೆಚ್ಚಿನ ಮಾಹಿತಿಗಾಗಿ (projecthdmc1@gmail.com) ಹಾಗೂ www.hdmc.mrc.gov.in/en/tenders ನಲ್ಲಿ ನೋಡಬಹುದು. 2) ಹುಬ್ಬಳ್ಳಿ-ಧಾರವಾಡ ಮಹಾನಗರ ಪಾಲಿಕೆಯಲ್ಲಿ ಕಾಮಗಾರಿಗೆ (Single Electronic Tender System and Two Electronic Tender System) ಕರ್ನಾಟಕ ಪಬ್ಲಿಕ್ ಪ್ರೊಕ್ಯೂರ್‌ಮೆಂಟ್ ಪೋರ್ಟಲ್ (KPPP) ಮುಖಾಂತರ ಅಲ್ಪಾವಧಿ ಟೆಂಡರ್ ಆಹ್ವಾನಿಸಲಾಗಿದೆ. ವೆಬ್‌ಸೈಟ್: https://www.kppp.karnataka.gov.in. ಇಂಡೆಂಟ್ ಸಂಖ್ಯೆ DMA/2024-25/BD/WORK_INDENT35129, ಅಂದಾಜು ಮೊತ್ತ ರೂ. 49.50 ಲಕ್ಷ, ಇಎಂಡಿ ರೂ. 99,000/-. ಟೆಂಡರ್ ಸಲ್ಲಿಸಲು ಕೊನೆಯ ದಿನಾಂಕ: 18-04-2025 16.30 ಗಂಟೆ. ತಾಂತ್ರಿಕ ಬಿಡ್ ತೆರೆಯುವ ದಿನಾಂಕ: 21-04-2025 11.00 ಗಂಟೆ. bbox=[981, 1758, 1490, 1900]
table-header-row bbox=[54, 1561, 387, 1588]
udupi-ref bbox=[789, 481, 1126, 498]
day: ಶನಿವಾರ bbox=[90, 69, 127, 85]
table-cell: ರೂ 50,000/- bbox=[336, 1588, 387, 1614]
change-of-name-title: CHANGE OF NAME bbox=[593, 155, 765, 174]
chamarajanagar-phone: ದೂರವಾಣಿ/ಫ್ಯಾಕ್ಸ್ ಸಂಖ್ಯೆ: 08226-222406 bbox=[148, 921, 293, 931]
rdpr-ref bbox=[1154, 486, 1490, 503]
chamarajanagar-row-3: ಟೆಂಡರ್ ತೆರೆಯುವ ದಿನಾಂಕ : 25/04/2025 ಬೆಳಿಗ್ಗೆ 11.00 ಗಂಟೆ bbox=[54, 1081, 260, 1091]
raichur-ref bbox=[418, 1318, 957, 1335]
rdpr-gov: ಕರ್ನಾಟಕ ಸರ್ಕಾರ bbox=[1316, 406, 1368, 416]
koppal-body: ಕೊಪ್ಪಳ ಅರಣ್ಯ ವಿಭಾಗದಲ್ಲಿ ಗಂಗಾವತಿ ಸಾಮಾಜಿಕ ಅರಣ್ಯ ಉಪ ವಿಭಾಗದಲ್ಲಿ 2025-26ನೇ ಸಾಲಿನಲ್ಲಿ ಲೆಕ್ಕ ಶೀರ್ಷಿಕೆ 2406-00-101-0-27-090 ರಡಿ 23 ಕಾಮಗಾರಿಗಳಿಗೆ ಇ-ಟೆಂಡರ್‌ಗಳನ್ನು ದಿ: 09/04/2025 ರಂದು ಆಹ್ವಾನಿಸಲಾಗಿದೆ. ಒಟ್ಟು ಮೊತ್ತ ರೂ. 8.979 ಲಕ್ಷ. ಹೆಚ್ಚಿನ ವಿವರಗಳಿಗಾಗಿ https://kppp.karnataka.gov.in ನಲ್ಲಿ ನೋಡಬಹುದು. ಮೊದಲನೇ ಟೆಂಡರ್ ವೇಳಾಪಟ್ಟಿ: 16/04/2025, 21/04/2025, 22/04/2025, 23/04/2025. ಎರಡನೇ ಕರೆ: 29/04/2025, 03/05/2025, 05/05/2025, 06/05/2025. bbox=[418, 1819, 957, 1909]
change-of-name-5 bbox=[1138, 154, 1313, 392]
kalaburagi-signature: ಸಹಿ/- ಕಾರ್ಯನಿರ್ವಾಹಕ ಅಭಿಯಂತರರು, ಕಲಬುರಗಿ ಮಹಾನಗರ ಪಾಲಿಕೆ, ಕಲಬುರಗಿ bbox=[694, 1061, 957, 1073]
